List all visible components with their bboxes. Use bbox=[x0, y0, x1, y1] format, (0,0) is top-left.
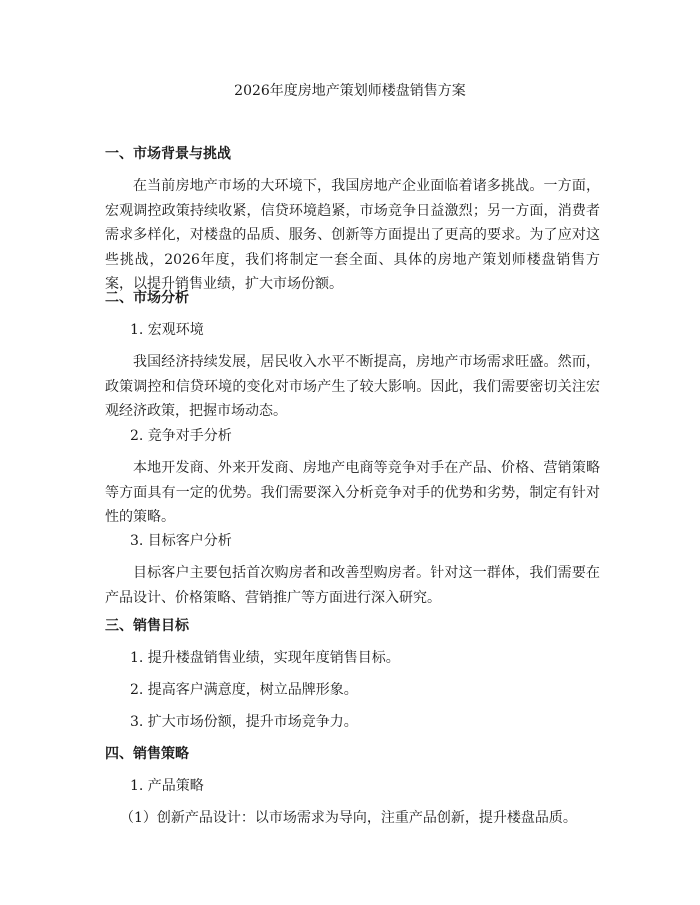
list-item-product-strategy: 1. 产品策略 bbox=[130, 778, 204, 794]
paragraph-market-background: 在当前房地产市场的大环境下，我国房地产企业面临着诸多挑战。一方面，宏观调控政策持续收紧，信贷环境趋紧，市场竞争日益激烈；另一方面，消费者需求多样化，对楼盘的品质、服务、创新等方面提出了更高的要求。为了应对这些挑战，2026年度，我们将制定一套全面、具体的房地产策划师楼盘销售方案，以提升销售业绩，扩大市场份额。 bbox=[105, 178, 600, 292]
paragraph-macro-environment: 我国经济持续发展，居民收入水平不断提高，房地产市场需求旺盛。然而，政策调控和信贷环境的变化对市场产生了较大影响。因此，我们需要密切关注宏观经济政策，把握市场动态。 bbox=[105, 354, 600, 419]
section-heading-sales-strategy: 四、销售策略 bbox=[105, 746, 189, 762]
list-item-goal-2: 2. 提高客户满意度，树立品牌形象。 bbox=[130, 682, 358, 698]
paragraph-competitor-analysis: 本地开发商、外来开发商、房地产电商等竞争对手在产品、价格、营销策略等方面具有一定的优势。我们需要深入分析竞争对手的优势和劣势，制定有针对性的策略。 bbox=[105, 460, 600, 525]
section-heading-market-analysis: 二、市场分析 bbox=[105, 290, 189, 306]
document-title: 2026年度房地产策划师楼盘销售方案 bbox=[234, 83, 466, 99]
section-heading-market-background: 一、市场背景与挑战 bbox=[105, 146, 231, 162]
sub-item-innovative-design: （1）创新产品设计：以市场需求为导向，注重产品创新，提升楼盘品质。 bbox=[120, 810, 577, 826]
list-item-goal-3: 3. 扩大市场份额，提升市场竞争力。 bbox=[130, 714, 358, 730]
paragraph-target-customer: 目标客户主要包括首次购房者和改善型购房者。针对这一群体，我们需要在产品设计、价格策略、营销推广等方面进行深入研究。 bbox=[105, 565, 600, 606]
list-item-macro-environment: 1. 宏观环境 bbox=[130, 322, 204, 338]
list-item-goal-1: 1. 提升楼盘销售业绩，实现年度销售目标。 bbox=[130, 650, 400, 666]
section-heading-sales-goals: 三、销售目标 bbox=[105, 618, 189, 634]
list-item-target-customer: 3. 目标客户分析 bbox=[130, 533, 232, 549]
list-item-competitor-analysis: 2. 竞争对手分析 bbox=[130, 428, 232, 444]
